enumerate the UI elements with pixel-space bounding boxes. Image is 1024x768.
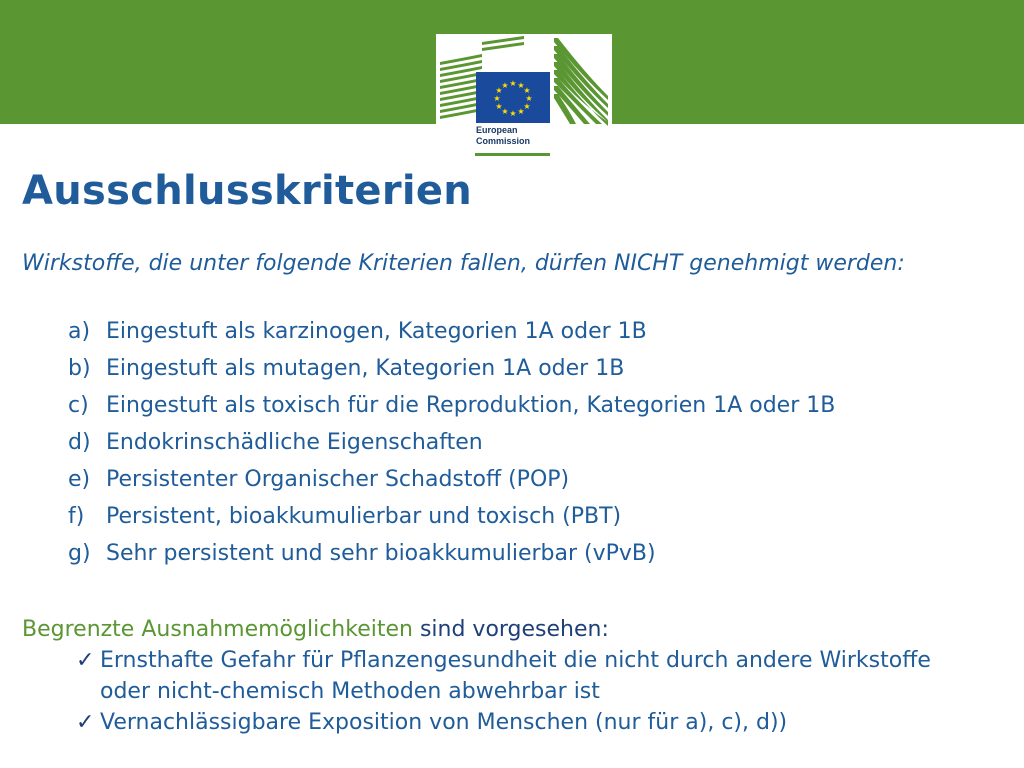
exceptions-heading-highlight: Begrenzte Ausnahmemöglichkeiten [22,617,413,642]
criteria-text: Sehr persistent und sehr bioakkumulierbar (vPvB) [106,541,656,566]
criteria-marker: g) [68,541,91,566]
svg-text:★: ★ [509,79,517,88]
criteria-text: Eingestuft als toxisch für die Reproduktion, Kategorien 1A oder 1B [106,393,836,418]
svg-text:★: ★ [495,86,503,95]
exception-text: Ernsthafte Gefahr für Pflanzengesundheit die nicht durch andere Wirkstoffe oder nicht-chemisch Methoden abwehrbar ist [100,648,931,704]
criteria-marker: d) [68,430,91,455]
svg-text:★: ★ [493,94,501,103]
european-commission-logo [436,34,612,158]
checkmark-icon: ✓ [76,710,95,735]
criteria-text: Persistenter Organischer Schadstoff (POP) [106,467,570,492]
svg-text:★: ★ [501,107,509,116]
checkmark-icon: ✓ [76,648,95,673]
criteria-text: Endokrinschädliche Eigenschaften [106,430,483,455]
logo-wordmark [476,125,530,147]
exception-text: Vernachlässigbare Exposition von Menschen (nur für a), c), d)) [100,710,788,735]
svg-text:★: ★ [525,94,533,103]
intro-text: Wirkstoffe, die unter folgende Kriterien fallen, dürfen NICHT genehmigt werden: [22,251,905,276]
svg-text:★: ★ [523,102,531,111]
criteria-text: Eingestuft als karzinogen, Kategorien 1A oder 1B [106,319,647,344]
svg-text:★: ★ [517,107,525,116]
svg-text:★: ★ [517,81,525,90]
exceptions-list [0,645,940,738]
svg-text:★: ★ [501,81,509,90]
svg-text:★: ★ [495,102,503,111]
criteria-text: Eingestuft als mutagen, Kategorien 1A oder 1B [106,356,625,381]
logo-text-line1: European [476,125,518,135]
criteria-marker: a) [68,319,91,344]
criteria-marker: f) [68,504,85,529]
logo-underline [475,153,550,156]
svg-text:★: ★ [523,86,531,95]
exception-item [0,645,940,707]
criteria-text: Persistent, bioakkumulierbar und toxisch (PBT) [106,504,622,529]
slide-title: Ausschlusskriterien [22,168,473,214]
criteria-marker: b) [68,356,91,381]
svg-text:★: ★ [509,109,517,118]
exceptions-heading-rest: sind vorgesehen: [412,617,609,642]
logo-text-line2: Commission [476,136,531,146]
exception-item [0,707,940,738]
criteria-marker: e) [68,467,91,492]
criteria-marker: c) [68,393,89,418]
exceptions-heading [22,614,609,646]
